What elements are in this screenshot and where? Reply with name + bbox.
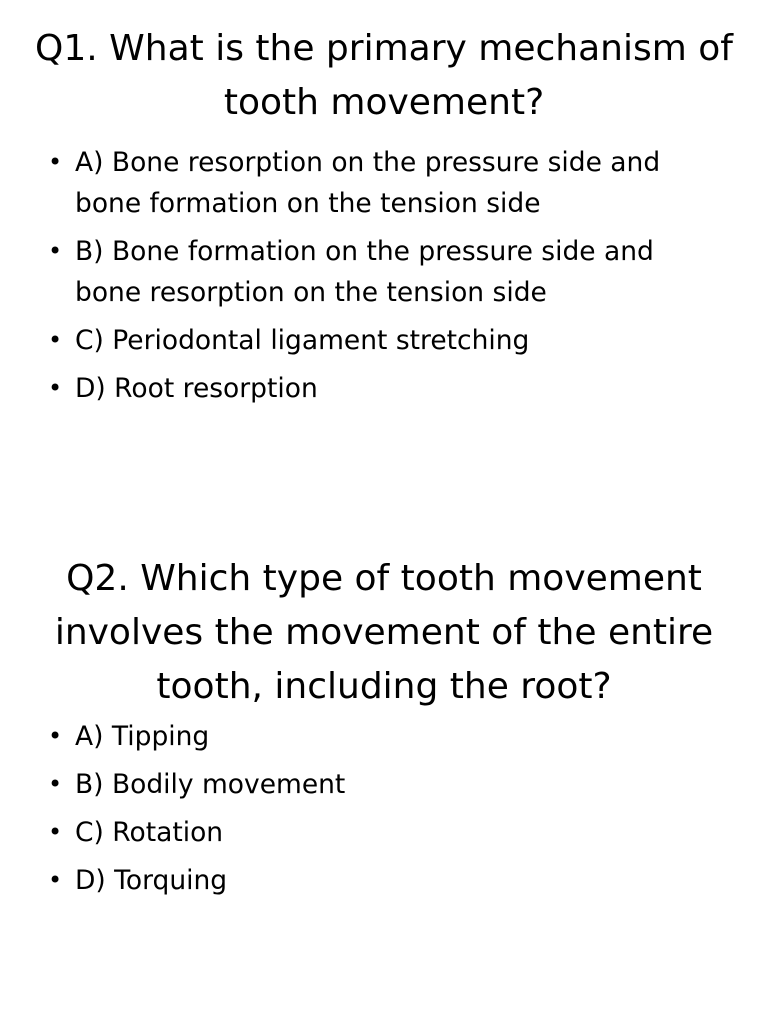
option-item	[48, 320, 708, 361]
bullet-icon: •	[48, 770, 63, 798]
option-item	[48, 764, 708, 805]
question-2-title: Q2. Which type of tooth movement involves the movement of the entire tooth, including the root?	[54, 558, 714, 707]
bullet-icon: •	[48, 237, 63, 265]
option-item	[48, 368, 708, 409]
option-text: C) Rotation	[75, 817, 224, 848]
option-text: A) Bone resorption on the pressure side and bone formation on the tension side	[75, 147, 661, 219]
question-1-options	[48, 142, 708, 416]
option-text: D) Torquing	[75, 865, 228, 896]
option-text: B) Bodily movement	[75, 769, 346, 800]
option-text: A) Tipping	[75, 721, 210, 752]
option-item	[48, 231, 708, 313]
option-text: D) Root resorption	[75, 373, 318, 404]
bullet-icon: •	[48, 326, 63, 354]
bullet-icon: •	[48, 722, 63, 750]
bullet-icon: •	[48, 148, 63, 176]
question-1-title: Q1. What is the primary mechanism of tooth movement?	[35, 28, 733, 123]
bullet-icon: •	[48, 866, 63, 894]
bullet-icon: •	[48, 818, 63, 846]
option-item	[48, 860, 708, 901]
option-item	[48, 142, 708, 224]
option-item	[48, 812, 708, 853]
option-text: B) Bone formation on the pressure side and bone resorption on the tension side	[75, 236, 654, 308]
bullet-icon: •	[48, 374, 63, 402]
option-text: C) Periodontal ligament stretching	[75, 325, 530, 356]
question-2-options	[48, 716, 708, 908]
option-item	[48, 716, 708, 757]
question-slide-2	[0, 512, 768, 1024]
